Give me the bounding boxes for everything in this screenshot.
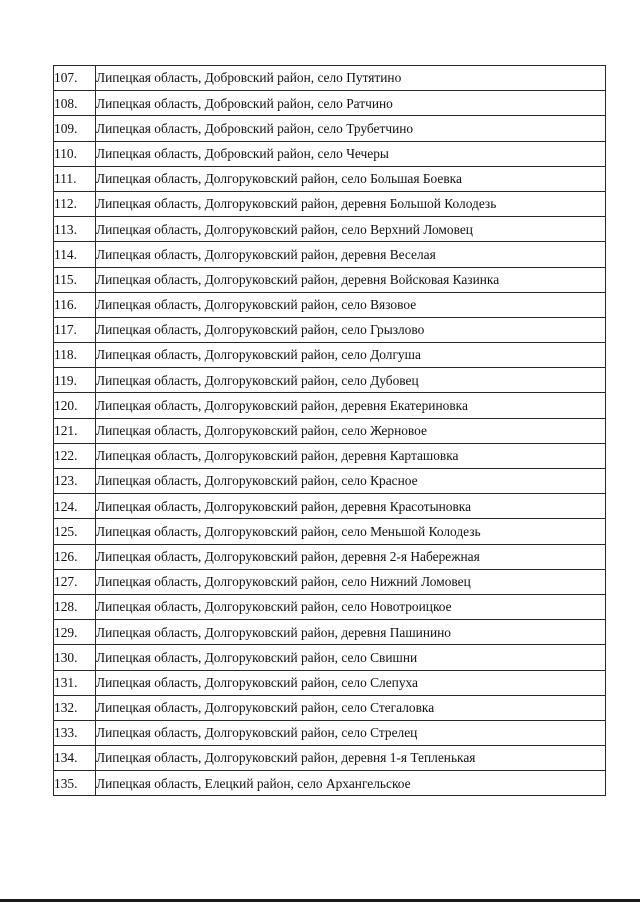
row-number: 129. <box>54 620 96 645</box>
row-settlement: Липецкая область, Елецкий район, село Архангельское <box>96 771 606 796</box>
row-number: 127. <box>54 569 96 594</box>
table-row <box>54 267 606 292</box>
row-settlement: Липецкая область, Долгоруковский район, село Стегаловка <box>96 695 606 720</box>
row-number: 130. <box>54 645 96 670</box>
row-settlement: Липецкая область, Долгоруковский район, село Нижний Ломовец <box>96 569 606 594</box>
table-row <box>54 343 606 368</box>
row-settlement: Липецкая область, Долгоруковский район, деревня Большой Колодезь <box>96 191 606 216</box>
row-number: 124. <box>54 494 96 519</box>
row-settlement: Липецкая область, Добровский район, село Путятино <box>96 66 606 91</box>
row-number: 121. <box>54 418 96 443</box>
table-row <box>54 519 606 544</box>
table-row <box>54 720 606 745</box>
row-number: 107. <box>54 66 96 91</box>
row-settlement: Липецкая область, Долгоруковский район, село Верхний Ломовец <box>96 217 606 242</box>
settlements-table-body <box>54 66 606 796</box>
row-settlement: Липецкая область, Долгоруковский район, село Грызлово <box>96 317 606 342</box>
table-row <box>54 166 606 191</box>
table-row <box>54 317 606 342</box>
table-row <box>54 443 606 468</box>
row-settlement: Липецкая область, Долгоруковский район, деревня Красотыновка <box>96 494 606 519</box>
row-number: 120. <box>54 393 96 418</box>
row-settlement: Липецкая область, Долгоруковский район, село Стрелец <box>96 720 606 745</box>
table-row <box>54 66 606 91</box>
row-settlement: Липецкая область, Долгоруковский район, деревня Веселая <box>96 242 606 267</box>
row-number: 117. <box>54 317 96 342</box>
row-number: 118. <box>54 343 96 368</box>
table-row <box>54 469 606 494</box>
table-row <box>54 91 606 116</box>
row-number: 122. <box>54 443 96 468</box>
row-settlement: Липецкая область, Долгоруковский район, село Жерновое <box>96 418 606 443</box>
table-row <box>54 191 606 216</box>
table-row <box>54 544 606 569</box>
row-number: 119. <box>54 368 96 393</box>
table-row <box>54 292 606 317</box>
row-settlement: Липецкая область, Долгоруковский район, деревня Карташовка <box>96 443 606 468</box>
row-settlement: Липецкая область, Добровский район, село Чечеры <box>96 141 606 166</box>
table-row <box>54 141 606 166</box>
row-settlement: Липецкая область, Долгоруковский район, село Большая Боевка <box>96 166 606 191</box>
row-number: 135. <box>54 771 96 796</box>
row-number: 125. <box>54 519 96 544</box>
table-row <box>54 494 606 519</box>
row-settlement: Липецкая область, Долгоруковский район, село Слепуха <box>96 670 606 695</box>
row-settlement: Липецкая область, Добровский район, село Трубетчино <box>96 116 606 141</box>
table-row <box>54 242 606 267</box>
row-number: 113. <box>54 217 96 242</box>
row-number: 126. <box>54 544 96 569</box>
table-row <box>54 771 606 796</box>
row-settlement: Липецкая область, Долгоруковский район, деревня Пашинино <box>96 620 606 645</box>
row-number: 110. <box>54 141 96 166</box>
row-number: 115. <box>54 267 96 292</box>
row-settlement: Липецкая область, Долгоруковский район, село Вязовое <box>96 292 606 317</box>
page-bottom-rule <box>0 899 640 902</box>
table-row <box>54 368 606 393</box>
table-row <box>54 116 606 141</box>
row-number: 111. <box>54 166 96 191</box>
table-row <box>54 569 606 594</box>
table-row <box>54 670 606 695</box>
table-row <box>54 594 606 619</box>
row-settlement: Липецкая область, Долгоруковский район, деревня Екатериновка <box>96 393 606 418</box>
table-row <box>54 645 606 670</box>
table-row <box>54 393 606 418</box>
row-number: 131. <box>54 670 96 695</box>
table-row <box>54 217 606 242</box>
table-row <box>54 695 606 720</box>
row-number: 109. <box>54 116 96 141</box>
row-settlement: Липецкая область, Долгоруковский район, село Новотроицкое <box>96 594 606 619</box>
table-row <box>54 746 606 771</box>
row-number: 116. <box>54 292 96 317</box>
table-row <box>54 418 606 443</box>
row-settlement: Липецкая область, Долгоруковский район, село Красное <box>96 469 606 494</box>
row-settlement: Липецкая область, Долгоруковский район, деревня 1-я Тепленькая <box>96 746 606 771</box>
table-row <box>54 620 606 645</box>
row-settlement: Липецкая область, Добровский район, село Ратчино <box>96 91 606 116</box>
row-number: 133. <box>54 720 96 745</box>
row-settlement: Липецкая область, Долгоруковский район, село Дубовец <box>96 368 606 393</box>
row-number: 114. <box>54 242 96 267</box>
row-settlement: Липецкая область, Долгоруковский район, деревня 2-я Набережная <box>96 544 606 569</box>
row-number: 132. <box>54 695 96 720</box>
row-number: 128. <box>54 594 96 619</box>
row-number: 134. <box>54 746 96 771</box>
row-settlement: Липецкая область, Долгоруковский район, село Долгуша <box>96 343 606 368</box>
row-settlement: Липецкая область, Долгоруковский район, село Меньшой Колодезь <box>96 519 606 544</box>
row-number: 112. <box>54 191 96 216</box>
row-settlement: Липецкая область, Долгоруковский район, село Свишни <box>96 645 606 670</box>
settlements-table <box>53 65 606 796</box>
row-settlement: Липецкая область, Долгоруковский район, деревня Войсковая Казинка <box>96 267 606 292</box>
row-number: 123. <box>54 469 96 494</box>
row-number: 108. <box>54 91 96 116</box>
